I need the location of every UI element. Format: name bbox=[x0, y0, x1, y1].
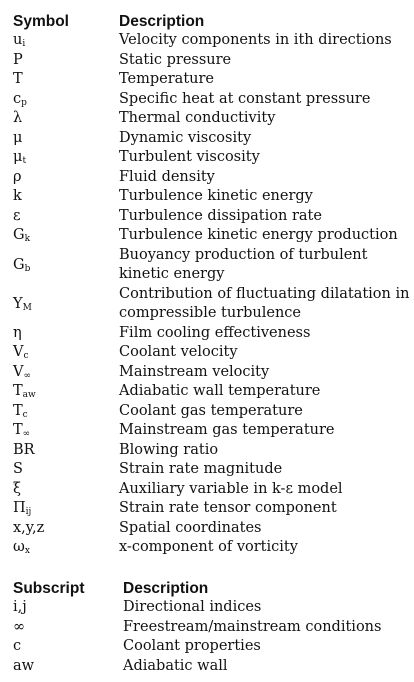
symbol-column-header: Symbol bbox=[13, 13, 69, 30]
symbol-subscript: ij bbox=[25, 507, 32, 517]
symbol-subscript: M bbox=[22, 302, 32, 313]
description-cell: Auxiliary variable in k-ε model bbox=[119, 480, 343, 497]
description-column-header: Description bbox=[119, 13, 205, 30]
symbol-cell bbox=[13, 499, 31, 519]
symbol-cell bbox=[13, 148, 26, 168]
symbol-cell bbox=[13, 226, 30, 246]
symbol-subscript: k bbox=[24, 234, 31, 244]
description-cell: Spatial coordinates bbox=[119, 519, 262, 536]
table-row bbox=[0, 538, 414, 558]
symbol-cell bbox=[13, 519, 44, 539]
description-cell: Adiabatic wall temperature bbox=[119, 383, 321, 399]
symbol-subscript: p bbox=[21, 97, 27, 108]
symbol-cell bbox=[13, 31, 25, 51]
table-row bbox=[0, 129, 414, 149]
table-row bbox=[0, 637, 414, 657]
symbol-base: i,j bbox=[13, 599, 27, 615]
symbol-subscript: c bbox=[23, 351, 29, 361]
symbol-base: ε bbox=[13, 207, 21, 224]
table-row bbox=[0, 168, 414, 188]
description-cell: Specific heat at constant pressure bbox=[119, 90, 371, 107]
symbol-cell bbox=[13, 538, 30, 558]
symbol-base: k bbox=[13, 188, 22, 204]
symbol-base: V bbox=[13, 344, 24, 360]
description-cell: Adiabatic wall bbox=[123, 657, 228, 674]
symbol-subscript: aw bbox=[22, 390, 36, 400]
symbol-base: G bbox=[13, 256, 25, 273]
table-row bbox=[0, 207, 414, 227]
table-row bbox=[0, 657, 414, 677]
symbol-base: P bbox=[13, 51, 23, 68]
symbol-subscript: c bbox=[22, 409, 28, 420]
symbol-cell bbox=[13, 460, 23, 480]
symbol-base: μ bbox=[13, 129, 23, 146]
symbol-cell bbox=[13, 618, 25, 638]
table-row bbox=[0, 382, 414, 402]
table-row bbox=[0, 246, 414, 285]
symbol-cell bbox=[13, 90, 27, 110]
symbol-cell bbox=[13, 187, 22, 207]
symbol-base: S bbox=[13, 461, 23, 477]
subscripts-table-header bbox=[0, 578, 414, 599]
symbol-cell bbox=[13, 168, 22, 188]
description-cell: Coolant velocity bbox=[119, 344, 238, 360]
description-cell: Velocity components in ith directions bbox=[119, 32, 392, 48]
symbol-subscript: b bbox=[24, 263, 31, 274]
symbol-subscript: ∞ bbox=[23, 370, 31, 381]
table-row bbox=[0, 70, 414, 90]
description-cell: Freestream/mainstream conditions bbox=[123, 618, 382, 635]
symbol-base: η bbox=[13, 324, 22, 341]
symbol-cell bbox=[13, 207, 21, 227]
table-row bbox=[0, 519, 414, 539]
symbol-base: T bbox=[13, 402, 23, 419]
table-row bbox=[0, 598, 414, 618]
symbol-base: ω bbox=[13, 539, 25, 555]
symbol-cell bbox=[13, 246, 30, 285]
symbol-base: V bbox=[13, 363, 24, 380]
symbols-table-header bbox=[0, 11, 414, 32]
description-cell: Thermal conductivity bbox=[119, 110, 276, 126]
symbol-base: c bbox=[13, 638, 22, 654]
symbol-cell bbox=[13, 637, 21, 657]
table-row bbox=[0, 109, 414, 129]
table-row bbox=[0, 51, 414, 71]
table-row bbox=[0, 402, 414, 422]
symbol-cell bbox=[13, 285, 32, 324]
symbol-base: u bbox=[13, 32, 23, 48]
table-row bbox=[0, 460, 414, 480]
symbol-base: aw bbox=[13, 657, 35, 674]
description-cell: Turbulence kinetic energy bbox=[119, 188, 313, 204]
symbol-cell bbox=[13, 129, 22, 149]
symbol-cell bbox=[13, 421, 30, 441]
table-row bbox=[0, 421, 414, 441]
symbol-cell bbox=[13, 51, 23, 71]
description-cell: Fluid density bbox=[119, 168, 215, 185]
table-row bbox=[0, 285, 414, 324]
symbol-base: G bbox=[13, 227, 25, 243]
symbol-cell bbox=[13, 402, 28, 422]
table-row bbox=[0, 148, 414, 168]
symbol-cell bbox=[13, 70, 23, 90]
table-row bbox=[0, 90, 414, 110]
description-cell: Coolant properties bbox=[123, 638, 261, 654]
table-row bbox=[0, 499, 414, 519]
description-cell: Dynamic viscosity bbox=[119, 129, 252, 146]
table-row bbox=[0, 187, 414, 207]
description-cell: Strain rate tensor component bbox=[119, 500, 337, 516]
symbol-cell bbox=[13, 480, 21, 500]
table-row bbox=[0, 324, 414, 344]
table-row bbox=[0, 343, 414, 363]
description-cell: Mainstream gas temperature bbox=[119, 422, 335, 438]
description-cell: Strain rate magnitude bbox=[119, 461, 283, 477]
symbol-cell bbox=[13, 382, 36, 402]
symbol-cell bbox=[13, 598, 27, 618]
symbol-cell bbox=[13, 363, 31, 383]
description-column-header: Description bbox=[123, 580, 209, 597]
symbol-subscript: t bbox=[22, 156, 27, 166]
symbol-base: ∞ bbox=[13, 618, 26, 635]
description-cell: Blowing ratio bbox=[119, 441, 219, 458]
symbol-base: ξ bbox=[13, 480, 21, 497]
description-cell: Film cooling effectiveness bbox=[119, 324, 311, 341]
table-row bbox=[0, 480, 414, 500]
symbol-subscript: ∞ bbox=[22, 429, 31, 439]
description-cell: Turbulence kinetic energy production bbox=[119, 227, 398, 243]
symbol-base: c bbox=[13, 90, 22, 107]
symbol-base: T bbox=[13, 383, 23, 399]
symbol-cell bbox=[13, 657, 34, 677]
symbol-base: BR bbox=[13, 441, 35, 458]
description-cell: Buoyancy production of turbulent kinetic energy bbox=[119, 246, 368, 282]
description-cell: Temperature bbox=[119, 71, 214, 87]
symbol-base: Y bbox=[13, 295, 23, 312]
description-cell: Coolant gas temperature bbox=[119, 402, 303, 419]
table-row bbox=[0, 441, 414, 461]
symbol-base: ρ bbox=[13, 168, 22, 185]
symbol-base: μ bbox=[13, 149, 23, 165]
symbol-cell bbox=[13, 109, 22, 129]
symbol-subscript: i bbox=[22, 39, 26, 49]
subscript-column-header: Subscript bbox=[13, 580, 85, 597]
description-cell: Contribution of fluctuating dilatation in compressible turbulence bbox=[119, 285, 410, 321]
table-row bbox=[0, 226, 414, 246]
symbol-base: T bbox=[13, 71, 23, 87]
symbol-base: x,y,z bbox=[13, 519, 45, 536]
description-cell: Turbulent viscosity bbox=[119, 149, 260, 165]
description-cell: Mainstream velocity bbox=[119, 363, 270, 380]
symbol-subscript: x bbox=[24, 546, 30, 556]
symbol-cell bbox=[13, 324, 22, 344]
table-row bbox=[0, 618, 414, 638]
symbol-base: T bbox=[13, 422, 23, 438]
description-cell: Turbulence dissipation rate bbox=[119, 207, 322, 224]
table-row bbox=[0, 31, 414, 51]
symbol-cell bbox=[13, 343, 29, 363]
symbol-base: λ bbox=[13, 110, 23, 126]
description-cell: Static pressure bbox=[119, 51, 232, 68]
symbol-cell bbox=[13, 441, 35, 461]
description-cell: x-component of vorticity bbox=[119, 539, 298, 555]
description-cell: Directional indices bbox=[123, 599, 262, 615]
table-row bbox=[0, 363, 414, 383]
symbol-base: Π bbox=[13, 500, 26, 516]
